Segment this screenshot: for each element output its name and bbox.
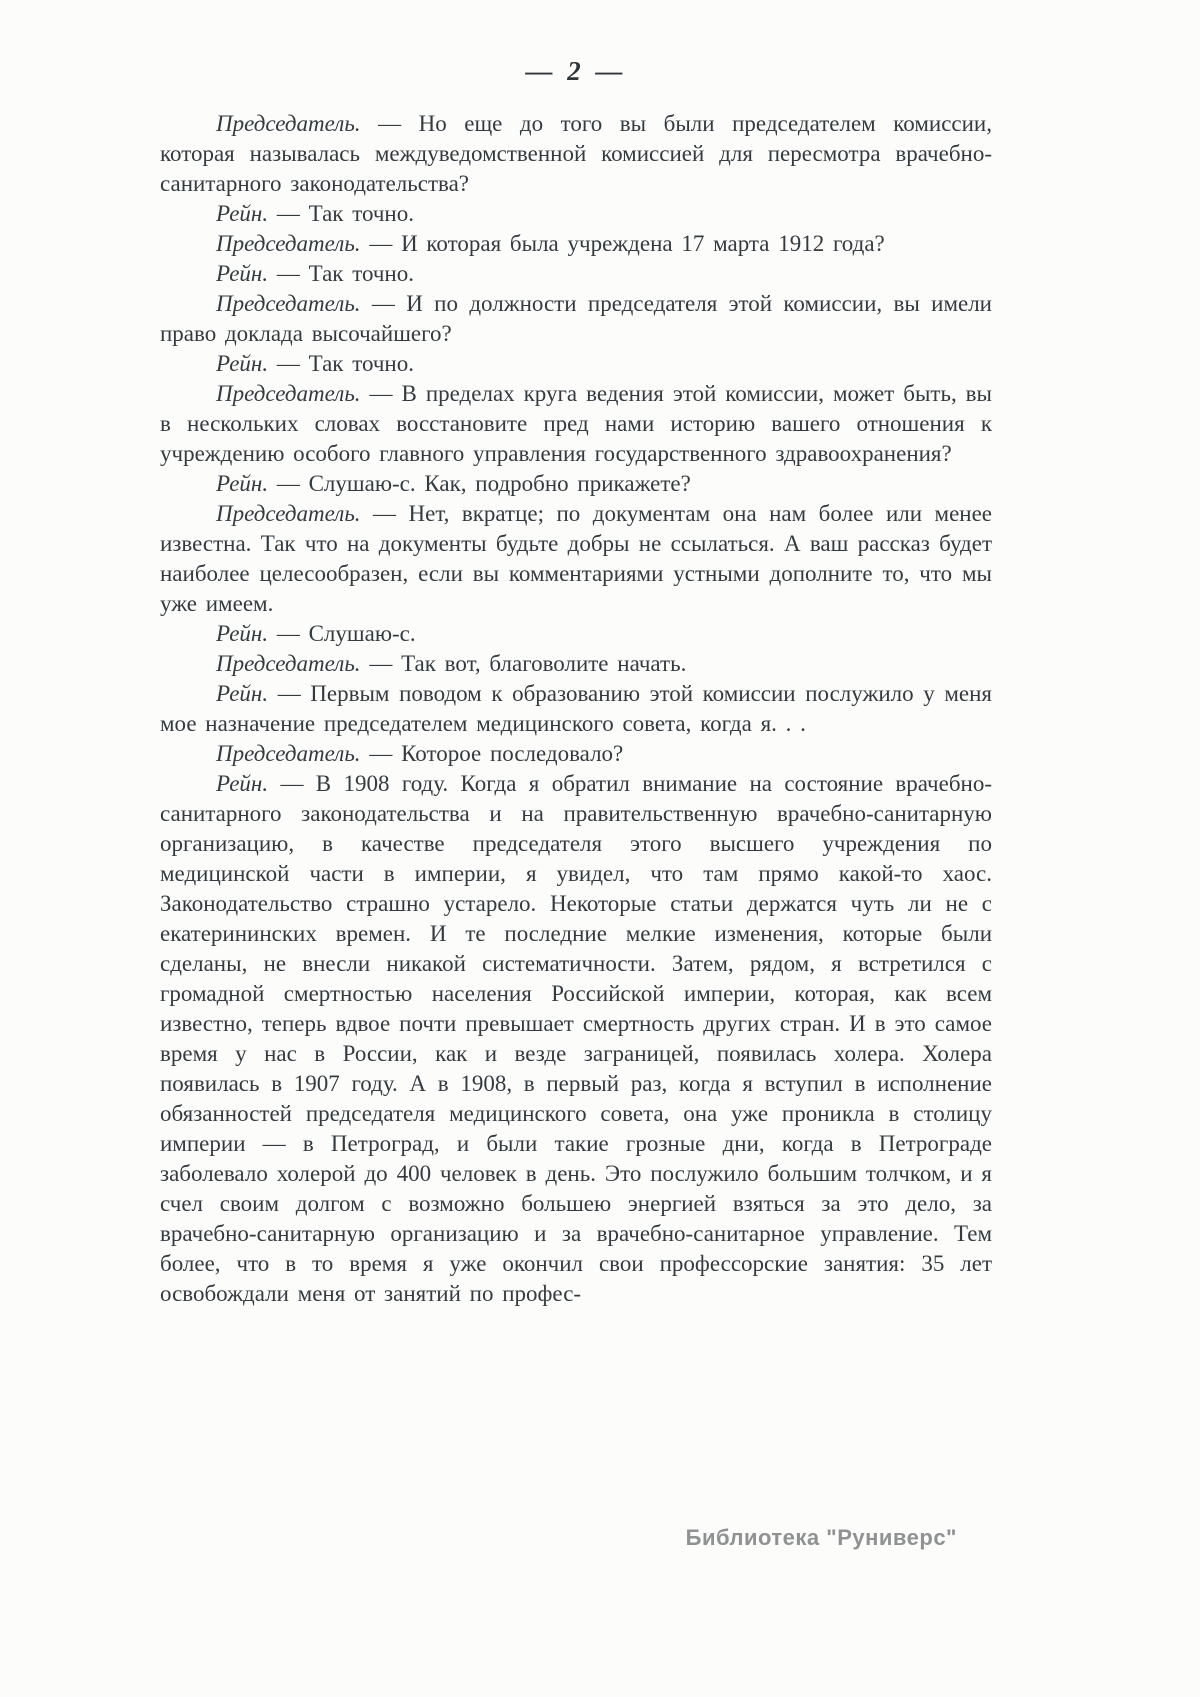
page-number: — 2 — <box>525 56 627 86</box>
dialogue-paragraph <box>160 769 992 1309</box>
speech-text: — Так точно. <box>268 351 414 376</box>
dialogue-paragraph <box>160 679 992 739</box>
speaker-name: Председатель. <box>216 381 361 406</box>
speaker-name: Рейн. <box>216 621 269 646</box>
dialogue-paragraph <box>160 469 992 499</box>
speaker-name: Председатель. <box>216 501 361 526</box>
speaker-name: Председатель. <box>216 651 361 676</box>
speech-text: — Слушаю-с. <box>268 621 416 646</box>
dialogue-paragraph <box>160 259 992 289</box>
speech-text: — В пределах круга ведения этой комиссии, может быть, вы в нескольких словах восстановите пред нами историю вашего отношения к учреждению особого главного управления государственного здравоохранения? <box>160 381 992 466</box>
dialogue-paragraph <box>160 289 992 349</box>
speaker-name: Рейн. <box>216 771 269 796</box>
speaker-name: Председатель. <box>216 111 361 136</box>
speaker-name: Рейн. <box>216 261 269 286</box>
speech-text: — Слушаю-с. Как, подробно прикажете? <box>268 471 691 496</box>
dialogue-paragraph <box>160 199 992 229</box>
speech-text: — Нет, вкратце; по документам она нам более или менее известна. Так что на документы будьте добры не ссылаться. А ваш рассказ будет наиболее целесообразен, если вы комментариями устными дополните то, что мы уже имеем. <box>160 501 992 616</box>
dialogue-paragraph <box>160 649 992 679</box>
dialogue-paragraph <box>160 109 992 199</box>
page-body <box>160 109 992 1309</box>
speaker-name: Рейн. <box>216 201 269 226</box>
library-watermark: Библиотека "Руниверс" <box>685 1525 957 1550</box>
speech-text: — В 1908 году. Когда я обратил внимание на состояние врачебно-санитарного законодательства и на правительственную врачебно-санитарную организацию, в качестве председателя этого высшего учреждения по медицинской части в империи, я увидел, что там прямо какой-то хаос. Законодательство страшно устарело. Некоторые статьи держатся чуть ли не с екатерининских времен. И те последние мелкие изменения, которые были сделаны, не внесли никакой систематичности. Затем, рядом, я встретился с громадной смертностью населения Российской империи, которая, как всем известно, теперь вдвое почти превышает смертность других стран. И в это самое время у нас в России, как и везде заграницей, появилась холера. Холера появилась в 1907 году. А в 1908, в первый раз, когда я вступил в исполнение обязанностей председателя медицинского совета, она уже проникла в столицу империи — в Петроград, и были такие грозные дни, когда в Петрограде заболевало холерой до 400 человек в день. Это послужило большим толчком, и я счел своим долгом с возможно большею энергией взяться за это дело, за врачебно-санитарную организацию и за врачебно-санитарное управление. Тем более, что в то время я уже окончил свои профессорские занятия: 35 лет освобождали меня от занятий по профес- <box>160 771 992 1306</box>
dialogue-paragraph <box>160 499 992 619</box>
dialogue-paragraph <box>160 229 992 259</box>
dialogue-paragraph <box>160 619 992 649</box>
speech-text: — Первым поводом к образованию этой комиссии послужило у меня мое назначение председателем медицинского совета, когда я. . . <box>160 681 992 736</box>
speech-text: — Так точно. <box>268 201 414 226</box>
speaker-name: Председатель. <box>216 291 361 316</box>
dialogue-paragraph <box>160 349 992 379</box>
speech-text: — И по должности председателя этой комиссии, вы имели право доклада высочайшего? <box>160 291 992 346</box>
speech-text: — Но еще до того вы были председателем комиссии, которая называлась междуведомственной комиссией для пересмотра врачебно-санитарного законодательства? <box>160 111 992 196</box>
speaker-name: Председатель. <box>216 231 361 256</box>
speech-text: — Которое последовало? <box>360 741 624 766</box>
speaker-name: Рейн. <box>216 471 269 496</box>
speech-text: — Так вот, благоволите начать. <box>360 651 687 676</box>
speaker-name: Председатель. <box>216 741 361 766</box>
dialogue-paragraph <box>160 379 992 469</box>
speaker-name: Рейн. <box>216 351 269 376</box>
speaker-name: Рейн. <box>216 681 269 706</box>
speech-text: — Так точно. <box>268 261 414 286</box>
dialogue-paragraph <box>160 739 992 769</box>
speech-text: — И которая была учреждена 17 марта 1912 года? <box>360 231 885 256</box>
